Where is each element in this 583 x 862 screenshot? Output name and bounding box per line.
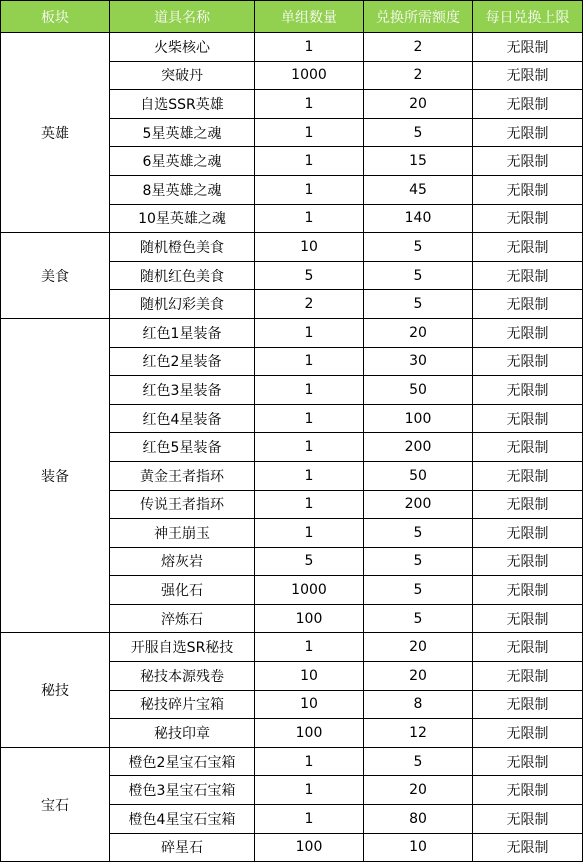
daily-limit-cell: 无限制 [473,604,583,633]
item-name-cell: 6星英雄之魂 [110,147,255,176]
cost-cell: 20 [364,633,473,662]
item-name-cell: 火柴核心 [110,33,255,62]
cost-cell: 12 [364,719,473,748]
daily-limit-cell: 无限制 [473,690,583,719]
quantity-cell: 1 [255,318,364,347]
quantity-cell: 1 [255,204,364,233]
daily-limit-cell: 无限制 [473,776,583,805]
quantity-cell: 1 [255,118,364,147]
item-name-cell: 开服自选SR秘技 [110,633,255,662]
daily-limit-cell: 无限制 [473,290,583,319]
daily-limit-cell: 无限制 [473,433,583,462]
daily-limit-cell: 无限制 [473,147,583,176]
item-name-cell: 橙色2星宝石宝箱 [110,747,255,776]
quantity-cell: 1 [255,747,364,776]
cost-cell: 2 [364,61,473,90]
daily-limit-cell: 无限制 [473,61,583,90]
item-name-cell: 红色4星装备 [110,404,255,433]
daily-limit-cell: 无限制 [473,576,583,605]
cost-cell: 80 [364,805,473,834]
cost-cell: 30 [364,347,473,376]
cost-cell: 100 [364,404,473,433]
quantity-cell: 10 [255,662,364,691]
table-row [1,318,583,347]
header-item-name: 道具名称 [110,1,255,33]
category-cell: 秘技 [1,633,110,747]
daily-limit-cell: 无限制 [473,805,583,834]
item-name-cell: 神王崩玉 [110,519,255,548]
cost-cell: 200 [364,433,473,462]
daily-limit-cell: 无限制 [473,719,583,748]
item-name-cell: 5星英雄之魂 [110,118,255,147]
quantity-cell: 5 [255,261,364,290]
category-cell: 装备 [1,318,110,633]
daily-limit-cell: 无限制 [473,318,583,347]
daily-limit-cell: 无限制 [473,662,583,691]
quantity-cell: 1 [255,461,364,490]
daily-limit-cell: 无限制 [473,261,583,290]
daily-limit-cell: 无限制 [473,747,583,776]
quantity-cell: 1 [255,633,364,662]
item-name-cell: 自选SSR英雄 [110,90,255,119]
quantity-cell: 1000 [255,576,364,605]
category-cell: 英雄 [1,33,110,233]
daily-limit-cell: 无限制 [473,633,583,662]
quantity-cell: 100 [255,604,364,633]
cost-cell: 5 [364,604,473,633]
table-header-row [1,1,583,33]
category-cell: 宝石 [1,747,110,861]
quantity-cell: 1 [255,490,364,519]
cost-cell: 5 [364,576,473,605]
quantity-cell: 1 [255,376,364,405]
cost-cell: 20 [364,318,473,347]
cost-cell: 5 [364,747,473,776]
cost-cell: 200 [364,490,473,519]
category-cell: 美食 [1,233,110,319]
cost-cell: 5 [364,261,473,290]
item-name-cell: 红色2星装备 [110,347,255,376]
item-name-cell: 强化石 [110,576,255,605]
quantity-cell: 1 [255,404,364,433]
cost-cell: 50 [364,461,473,490]
cost-cell: 2 [364,33,473,62]
quantity-cell: 1 [255,175,364,204]
item-name-cell: 橙色4星宝石宝箱 [110,805,255,834]
daily-limit-cell: 无限制 [473,233,583,262]
item-name-cell: 熔灰岩 [110,547,255,576]
item-name-cell: 秘技印章 [110,719,255,748]
quantity-cell: 10 [255,233,364,262]
quantity-cell: 1 [255,433,364,462]
quantity-cell: 100 [255,719,364,748]
daily-limit-cell: 无限制 [473,175,583,204]
item-name-cell: 秘技本源残卷 [110,662,255,691]
cost-cell: 5 [364,519,473,548]
daily-limit-cell: 无限制 [473,490,583,519]
daily-limit-cell: 无限制 [473,833,583,862]
table-row [1,233,583,262]
daily-limit-cell: 无限制 [473,118,583,147]
daily-limit-cell: 无限制 [473,347,583,376]
item-name-cell: 黄金王者指环 [110,461,255,490]
header-daily-limit: 每日兑换上限 [473,1,583,33]
cost-cell: 5 [364,118,473,147]
header-quantity: 单组数量 [255,1,364,33]
item-name-cell: 10星英雄之魂 [110,204,255,233]
cost-cell: 45 [364,175,473,204]
daily-limit-cell: 无限制 [473,90,583,119]
table-row [1,747,583,776]
item-name-cell: 淬炼石 [110,604,255,633]
table-body [1,33,583,862]
item-name-cell: 红色1星装备 [110,318,255,347]
cost-cell: 20 [364,662,473,691]
cost-cell: 20 [364,776,473,805]
cost-cell: 5 [364,290,473,319]
daily-limit-cell: 无限制 [473,547,583,576]
item-name-cell: 秘技碎片宝箱 [110,690,255,719]
item-name-cell: 8星英雄之魂 [110,175,255,204]
cost-cell: 20 [364,90,473,119]
table-row [1,633,583,662]
daily-limit-cell: 无限制 [473,204,583,233]
quantity-cell: 1 [255,519,364,548]
quantity-cell: 1000 [255,61,364,90]
cost-cell: 10 [364,833,473,862]
daily-limit-cell: 无限制 [473,404,583,433]
daily-limit-cell: 无限制 [473,33,583,62]
item-name-cell: 橙色3星宝石宝箱 [110,776,255,805]
item-name-cell: 随机红色美食 [110,261,255,290]
item-name-cell: 传说王者指环 [110,490,255,519]
quantity-cell: 1 [255,147,364,176]
daily-limit-cell: 无限制 [473,519,583,548]
cost-cell: 5 [364,547,473,576]
quantity-cell: 2 [255,290,364,319]
quantity-cell: 1 [255,805,364,834]
header-category: 板块 [1,1,110,33]
quantity-cell: 1 [255,90,364,119]
quantity-cell: 1 [255,33,364,62]
cost-cell: 140 [364,204,473,233]
cost-cell: 15 [364,147,473,176]
cost-cell: 5 [364,233,473,262]
item-name-cell: 红色3星装备 [110,376,255,405]
header-cost: 兑换所需额度 [364,1,473,33]
item-name-cell: 随机橙色美食 [110,233,255,262]
daily-limit-cell: 无限制 [473,376,583,405]
cost-cell: 8 [364,690,473,719]
cost-cell: 50 [364,376,473,405]
quantity-cell: 1 [255,347,364,376]
item-name-cell: 红色5星装备 [110,433,255,462]
item-name-cell: 碎星石 [110,833,255,862]
quantity-cell: 1 [255,776,364,805]
quantity-cell: 100 [255,833,364,862]
quantity-cell: 10 [255,690,364,719]
table-row [1,33,583,62]
quantity-cell: 5 [255,547,364,576]
daily-limit-cell: 无限制 [473,461,583,490]
item-name-cell: 突破丹 [110,61,255,90]
item-name-cell: 随机幻彩美食 [110,290,255,319]
